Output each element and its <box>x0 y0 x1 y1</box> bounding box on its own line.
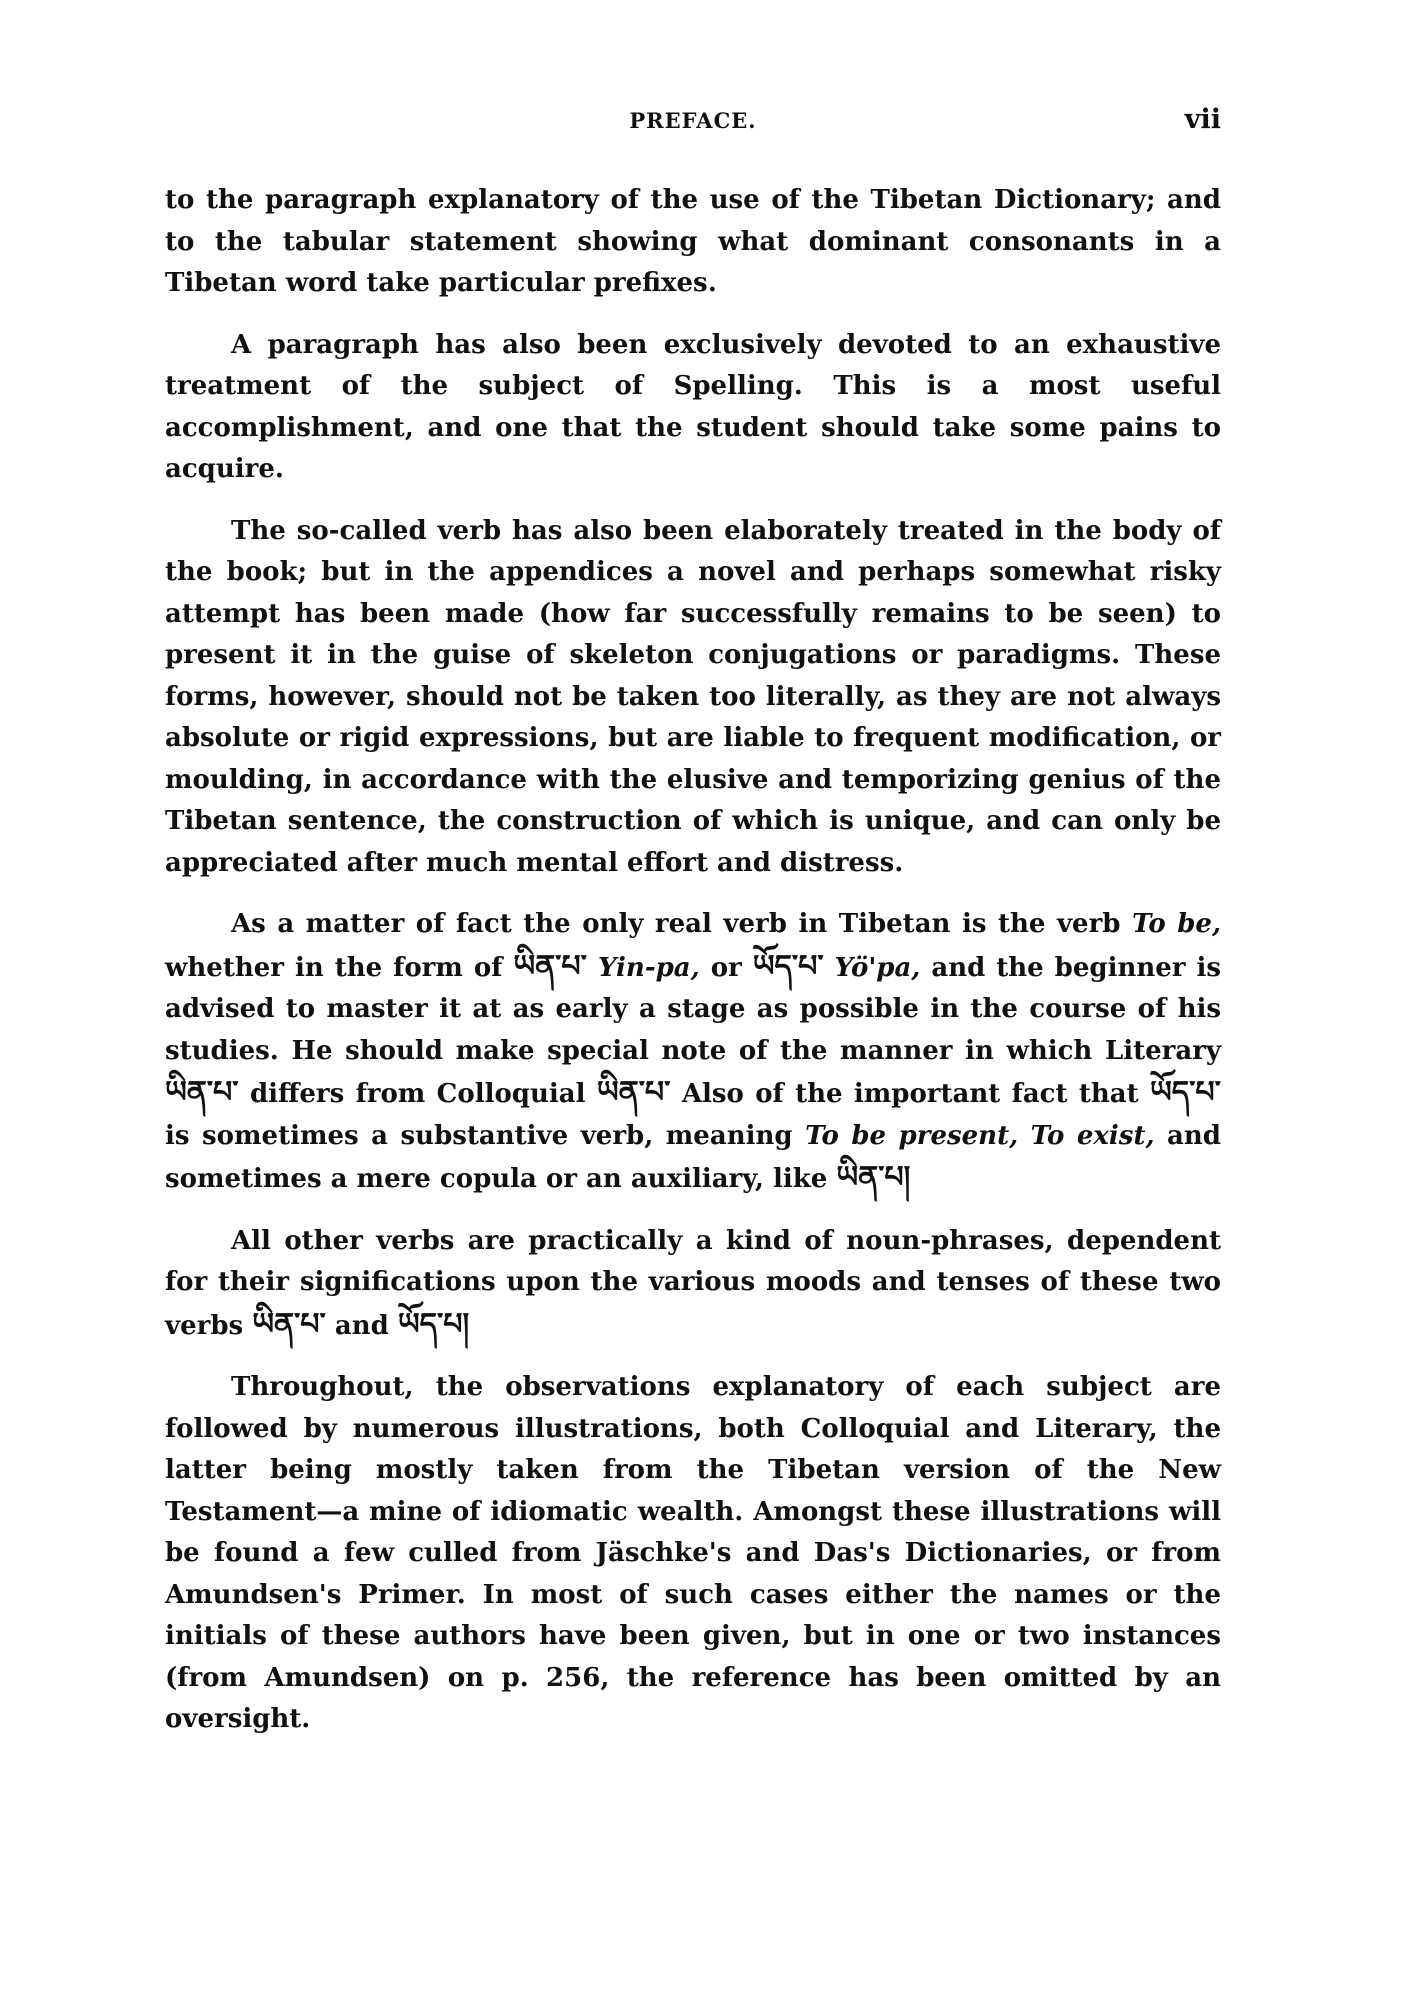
tibetan-word: ཡིན་པ་ <box>596 1075 671 1110</box>
italic-term: Yö'pa, <box>834 952 921 983</box>
italic-term: To be, <box>1132 909 1221 939</box>
tibetan-word: ཡིན་པ་ <box>513 948 587 984</box>
paragraph-continuation: to the paragraph explanatory of the use of the Tibetan Dictionary; and to the tabular statement showing what dominant consonants in a Tibetan word take particular prefixes. <box>165 185 1221 298</box>
italic-term: To be present, <box>805 1120 1019 1151</box>
tibetan-word: ཡོད་པ་ <box>1150 1075 1221 1110</box>
text-run: All other verbs are practically a kind of noun-phrases, dependent for their significations upon the various moods and tenses of these two verbs <box>165 1225 1221 1341</box>
paragraph-spelling: A paragraph has also been exclusively devoted to an exhaustive treatment of the subject of Spelling. This is a most useful accomplishment, and one that the student should take some pains to acquire. <box>165 329 1221 484</box>
page-number: vii <box>1184 104 1221 135</box>
text-run: and <box>334 1310 389 1341</box>
page-header <box>165 104 1221 148</box>
body-text <box>165 180 1221 1761</box>
tibetan-word: ཡོད་པ། <box>397 1306 470 1342</box>
running-head: PREFACE. <box>629 108 757 133</box>
italic-term: Yin-pa, <box>597 952 700 983</box>
paragraph-other-verbs <box>165 1221 1221 1348</box>
paragraph-illustrations: Throughout, the observations explanatory of each subject are followed by numerous illustrations, both Colloquial and Literary, the latter being mostly taken from the Tibetan version of the New Testament—a mine of idiomatic wealth. Amongst these illustrations will be found a few culled from Jäschke's and Das's Dictionaries, or from Amundsen's Primer. In most of such cases either the names or the initials of these authors have been given, but in one or two instances (from Amundsen) on p. 256, the reference has been omitted by an oversight. <box>165 1372 1221 1734</box>
text-run: is sometimes a substantive verb, meaning <box>165 1120 793 1151</box>
tibetan-word: ཡོད་པ་ <box>752 948 824 984</box>
text-run: and the beginner is advised to master it at as early a stage as possible in the course of his studies. He should make special note of the manner in which Literary <box>165 952 1221 1066</box>
tibetan-word: ཡིན་པ། <box>836 1160 911 1195</box>
italic-term: To exist, <box>1030 1120 1155 1151</box>
text-run: or <box>710 952 742 983</box>
text-run: whether in the form of <box>165 952 503 983</box>
tibetan-word: ཡིན་པ་ <box>165 1075 239 1110</box>
text-run: Also of the important fact that <box>681 1079 1139 1109</box>
text-run: and sometimes a mere copula or an auxiliary, like <box>165 1120 1221 1194</box>
tibetan-word: ཡིན་པ་ <box>252 1306 326 1342</box>
text-run: differs from Colloquial <box>249 1079 586 1109</box>
text-run: As a matter of fact the only real verb in Tibetan is the verb <box>231 909 1121 939</box>
paragraph-verb-to-be <box>165 904 1221 1201</box>
paragraph-verb: The so-called verb has also been elaborately treated in the body of the book; but in the appendices a novel and perhaps somewhat risky attempt has been made (how far successfully remains to be seen) to present it in the guise of skeleton conjugations or paradigms. These forms, however, should not be taken too literally, as they are not always absolute or rigid expressions, but are liable to frequent modification, or moulding, in accordance with the elusive and temporizing genius of the Tibetan sentence, the construction of which is unique, and can only be appreciated after much mental effort and distress. <box>165 515 1221 878</box>
